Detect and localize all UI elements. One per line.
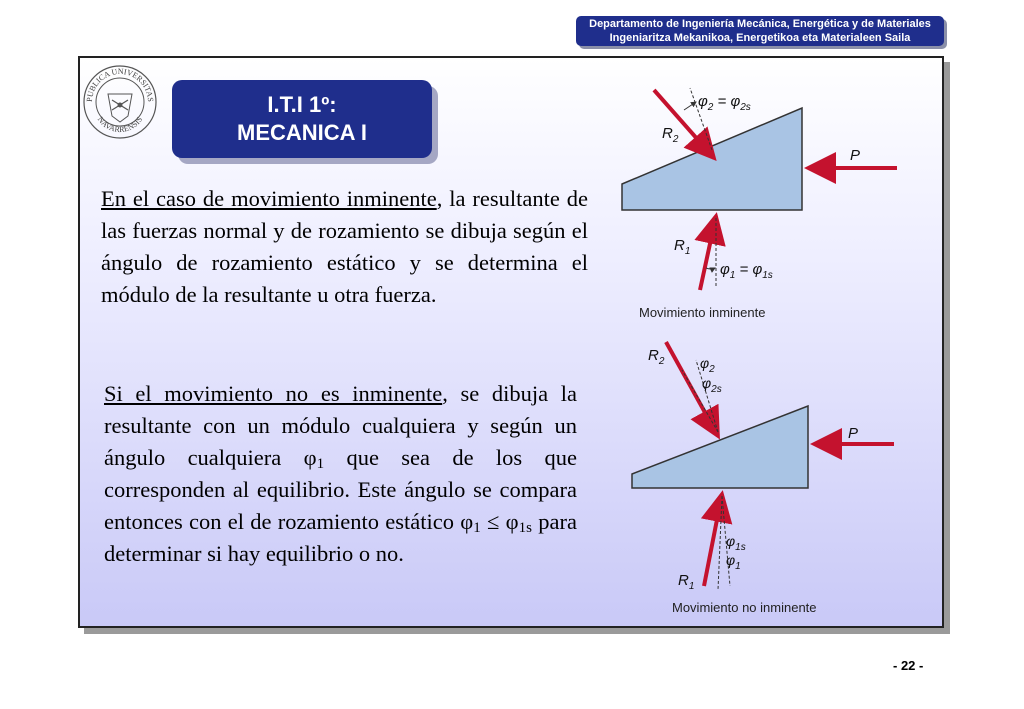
figure-non-imminent-motion (632, 342, 894, 615)
label-phi2s: $\varphi_{2s}$ (702, 375, 722, 395)
caption-non-imminent: Movimiento no inminente (672, 600, 817, 615)
static-angle-line-top (682, 370, 718, 432)
leq-symbol: ≤ (480, 509, 506, 534)
label-P-top: P (850, 147, 861, 164)
caption-imminent: Movimiento inminente (639, 305, 766, 320)
label-P-bottom: P (848, 425, 859, 442)
arrow-R1-top (700, 216, 716, 290)
paragraph-1-text: , la resultante de las fuerzas normal y de rozamiento se dibuja según el ángulo de rozamiento estático y se determina el módulo de la resultante u otra fuerza. (101, 186, 589, 307)
label-phi2: $\varphi_2$ (700, 355, 715, 375)
paragraph-2-text-c: para determinar si hay equilibrio o no. (104, 509, 577, 566)
wedge-figures (612, 80, 912, 620)
course-title-line-2: MECANICA I (237, 120, 367, 145)
paragraph-2-underlined: Si el movimiento no es inminente (104, 381, 443, 406)
course-title-line-1: I.T.I 1º: (267, 92, 337, 117)
department-line-2: Ingeniaritza Mekanikoa, Energetikoa eta Materialeen Saila (609, 32, 911, 44)
phi-symbol: φ (505, 509, 519, 534)
phi-subscript: 1 (473, 520, 481, 536)
paragraph-1-underlined: En el caso de movimiento inminente (101, 186, 437, 211)
label-phi1: $\varphi_1$ (726, 552, 741, 572)
svg-text:NAVARRENSIS: NAVARRENSIS (95, 114, 145, 135)
department-banner (576, 16, 944, 46)
phi-subscript: 1s (518, 520, 532, 536)
label-R2-bottom: $R_2$ (648, 347, 665, 367)
paragraph-non-imminent-motion (104, 378, 577, 570)
angle-arc-phi2 (684, 102, 696, 110)
angle-arc-phi1 (706, 268, 715, 269)
label-R1-top: $R_1$ (674, 237, 691, 257)
paragraph-2-text-b: que sea de los que corresponden al equilibrio. Este ángulo se compara entonces con el de rozamiento estático (104, 445, 577, 534)
university-seal-logo (82, 64, 158, 140)
paragraph-imminent-motion (101, 183, 588, 311)
wedge-bottom (632, 406, 808, 488)
label-phi2-eq: $\varphi_2 = \varphi_{2s}$ (698, 93, 751, 113)
department-line-1: Departamento de Ingeniería Mecánica, Energética y de Materiales (589, 18, 931, 30)
page-number: - 22 - (893, 658, 924, 673)
phi-subscript: 1 (316, 456, 325, 472)
phi-symbol: φ (460, 509, 474, 534)
figure-imminent-motion (622, 88, 897, 320)
label-phi1s: $\varphi_{1s}$ (726, 533, 746, 553)
label-R1-bottom: $R_1$ (678, 572, 695, 592)
phi-symbol: φ (303, 445, 317, 470)
course-title (172, 80, 432, 158)
label-R2-top: $R_2$ (662, 125, 679, 145)
paragraph-2-text-a: , se dibuja la resultante con un módulo cualquiera y según un ángulo cualquiera (104, 381, 577, 470)
label-phi1-eq: $\varphi_1 = \varphi_{1s}$ (720, 261, 773, 281)
svg-text:PUBLICA UNIVERSITAS: PUBLICA UNIVERSITAS (84, 66, 156, 103)
wedge-top (622, 108, 802, 210)
arrow-R1-bottom (704, 494, 722, 586)
